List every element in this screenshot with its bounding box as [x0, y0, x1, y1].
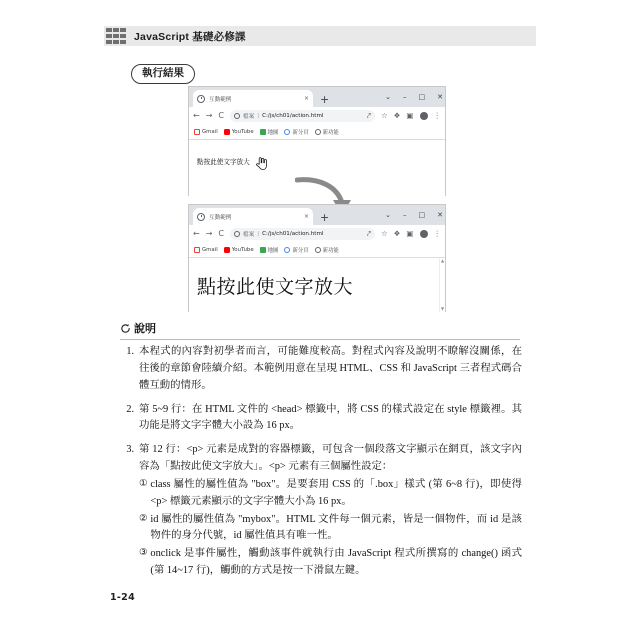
bookmark-maps[interactable]: [260, 128, 279, 136]
share-icon[interactable]: ⤤: [366, 111, 371, 121]
tab-close-icon[interactable]: ×: [303, 94, 309, 102]
explain-list: [120, 344, 522, 587]
newtab-icon: [284, 129, 290, 135]
browser-menu-icon[interactable]: ⋮: [433, 229, 441, 239]
reload-button[interactable]: C: [218, 111, 224, 120]
bookmark-label: 新分頁: [292, 248, 309, 254]
bookmarks-bar: [189, 125, 445, 140]
list-item: [120, 344, 522, 395]
header-title: JavaScript 基礎必修課: [134, 30, 246, 43]
tab-search-chevron-icon[interactable]: ⌄: [385, 210, 391, 219]
omnibox-scheme-label: 檔案: [243, 232, 255, 238]
sub-list-item: [139, 477, 522, 511]
site-info-icon[interactable]: [234, 113, 240, 119]
newtab-icon: [284, 247, 290, 253]
sub-item-marker: ①: [139, 478, 148, 489]
tab-close-icon[interactable]: ×: [303, 212, 309, 220]
window-minimize-button[interactable]: –: [403, 210, 407, 219]
bookmark-label: 新功能: [322, 248, 339, 254]
page-paragraph-small[interactable]: 點按此使文字放大: [197, 158, 250, 166]
list-item-number: 2.: [126, 403, 134, 415]
gmail-icon: [194, 247, 200, 253]
whatsnew-icon: [315, 129, 321, 135]
window-close-button[interactable]: ✕: [437, 92, 443, 101]
bookmark-star-icon[interactable]: ☆: [380, 111, 388, 121]
list-item-number: 3.: [126, 444, 134, 456]
vertical-scrollbar[interactable]: [439, 258, 445, 312]
forward-button[interactable]: →: [205, 229, 213, 238]
browser-tab[interactable]: [193, 208, 313, 225]
scroll-down-arrow-icon[interactable]: ▼: [440, 306, 445, 311]
explain-section-heading: [120, 320, 520, 340]
tab-favicon-icon: [197, 213, 205, 221]
tab-search-chevron-icon[interactable]: ⌄: [385, 92, 391, 101]
bookmark-gmail[interactable]: [194, 247, 218, 253]
bookmark-label: 地圖: [267, 248, 279, 254]
browser-viewport-after: [189, 258, 445, 312]
list-item-body: [139, 442, 522, 580]
list-item: [120, 442, 522, 580]
bookmark-label: YouTube: [231, 129, 254, 135]
list-item-text: 第 5~9 行：在 HTML 文件的 <head> 標籤中，將 CSS 的樣式設定在 style 標籤裡。其功能是將文字字體大小設為 16 px。: [139, 403, 522, 432]
maps-icon: [260, 247, 266, 253]
reload-button[interactable]: C: [218, 229, 224, 238]
sub-item-marker: ③: [139, 548, 148, 559]
bookmark-whatsnew[interactable]: [315, 128, 339, 136]
scroll-up-arrow-icon[interactable]: ▲: [440, 258, 445, 263]
maps-icon: [260, 129, 266, 135]
address-bar[interactable]: [230, 110, 375, 122]
bookmark-label: 地圖: [267, 130, 279, 136]
extensions-icon[interactable]: ❖: [393, 229, 401, 239]
bookmark-whatsnew[interactable]: [315, 246, 339, 254]
forward-button[interactable]: →: [205, 111, 213, 120]
sub-list-item: [139, 512, 522, 546]
sub-item-text: onclick 是事件屬性，觸動該事件就執行由 JavaScript 程式所撰寫的 change() 函式 (第 14~17 行)，觸動的方式是按一下滑鼠左鍵。: [150, 548, 522, 577]
bookmarks-bar: [189, 243, 445, 258]
omnibox-scheme-label: 檔案: [243, 114, 255, 120]
list-item-text: 第 12 行：<p> 元素是成對的容器標籤，可包含一個段落文字顯示在網頁，該文字內容為「點按此使文字放大」。<p> 元素有三個屬性設定：: [139, 444, 522, 473]
window-maximize-button[interactable]: □: [418, 210, 426, 219]
tab-title: 互動範例: [209, 96, 232, 103]
browser-menu-icon[interactable]: ⋮: [433, 111, 441, 121]
new-tab-button[interactable]: +: [320, 211, 330, 224]
youtube-icon: [224, 129, 230, 135]
youtube-icon: [224, 247, 230, 253]
bookmark-newtab[interactable]: [284, 128, 308, 136]
new-tab-button[interactable]: +: [320, 93, 330, 106]
result-section-label: 執行結果: [131, 64, 195, 84]
bookmark-label: 新功能: [322, 130, 339, 136]
tab-favicon-icon: [197, 95, 205, 103]
bookmark-label: Gmail: [202, 129, 218, 135]
list-item-number: 1.: [126, 346, 134, 357]
browser-toolbar: [189, 107, 445, 125]
window-controls: [385, 89, 443, 105]
refresh-circle-icon: [120, 323, 131, 334]
page-paragraph-enlarged[interactable]: 點按此使文字放大: [197, 276, 354, 298]
browser-tab[interactable]: [193, 90, 313, 107]
running-header: [104, 26, 536, 46]
browser-toolbar: [189, 225, 445, 243]
window-maximize-button[interactable]: □: [418, 92, 426, 101]
extensions-icon[interactable]: ❖: [393, 111, 401, 121]
window-controls: [385, 207, 443, 223]
profile-avatar-icon[interactable]: [420, 230, 428, 238]
window-close-button[interactable]: ✕: [437, 210, 443, 219]
omnibox-separator: |: [257, 231, 260, 237]
back-button[interactable]: ←: [193, 229, 200, 238]
browser-tabstrip: [189, 205, 445, 225]
bookmark-star-icon[interactable]: ☆: [380, 229, 388, 239]
window-minimize-button[interactable]: –: [403, 92, 407, 101]
back-button[interactable]: ←: [193, 111, 200, 120]
sub-list-item: [139, 546, 522, 580]
bookmark-maps[interactable]: [260, 246, 279, 254]
bookmark-youtube[interactable]: [224, 129, 254, 135]
bookmark-youtube[interactable]: [224, 247, 254, 253]
side-panel-icon[interactable]: ▣: [406, 229, 414, 239]
explain-heading-text: 說明: [134, 322, 156, 335]
gmail-icon: [194, 129, 200, 135]
profile-avatar-icon[interactable]: [420, 112, 428, 120]
bookmark-label: Gmail: [202, 247, 218, 253]
hand-pointer-cursor-icon: [255, 156, 267, 170]
bookmark-newtab[interactable]: [284, 246, 308, 254]
share-icon[interactable]: ⤤: [366, 229, 371, 239]
omnibox-url: C:/js/ch01/action.html: [262, 231, 324, 237]
browser-tabstrip: [189, 87, 445, 107]
list-item-text: 本程式的內容對初學者而言，可能難度較高。對程式內容及說明不瞭解沒關係，在往後的章節會陸續介紹。本範例用意在呈現 HTML、CSS 和 JavaScript 三者程式碼合體互動的情形。: [139, 346, 522, 391]
sub-item-marker: ②: [139, 513, 148, 524]
tab-title: 互動範例: [209, 214, 232, 221]
address-bar[interactable]: [230, 228, 375, 240]
sub-item-text: class 屬性的屬性值為 "box"。是要套用 CSS 的「.box」樣式 (第 6~8 行)，即使得 <p> 標籤元素顯示的文字字體大小為 16 px。: [150, 478, 522, 507]
page-number: 1-24: [110, 592, 135, 603]
bookmark-label: YouTube: [231, 247, 254, 253]
list-item: [120, 402, 522, 436]
bookmark-label: 新分頁: [292, 130, 309, 136]
omnibox-url: C:/js/ch01/action.html: [262, 113, 324, 119]
side-panel-icon[interactable]: ▣: [406, 111, 414, 121]
omnibox-separator: |: [257, 113, 260, 119]
site-info-icon[interactable]: [234, 231, 240, 237]
bookmark-gmail[interactable]: [194, 129, 218, 135]
whatsnew-icon: [315, 247, 321, 253]
sub-item-text: id 屬性的屬性值為 "mybox"。HTML 文件每一個元素，皆是一個物件，而 id 是該物件的身分代號，id 屬性值具有唯一性。: [150, 513, 522, 542]
apps-grid-icon: [106, 28, 126, 44]
browser-window-after: [188, 204, 446, 312]
